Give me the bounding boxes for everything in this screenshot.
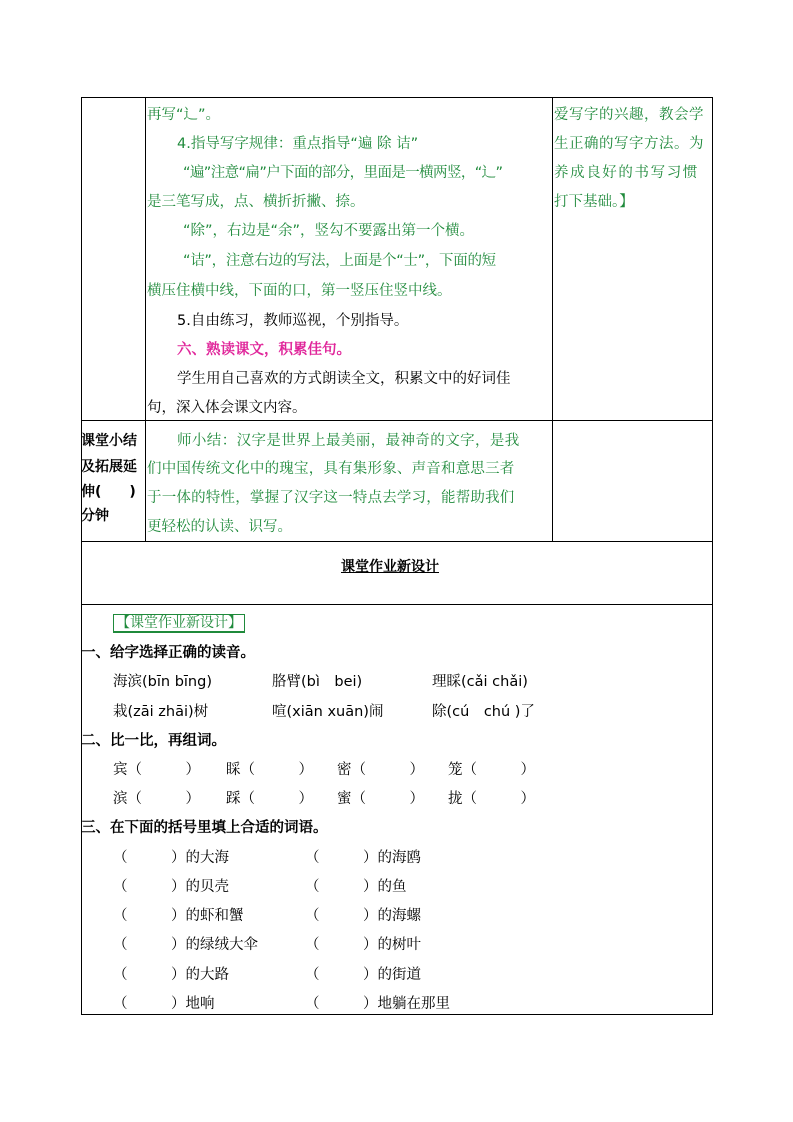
summary-text: 师小结：汉字是世界上最美丽，最神奇的文字，是我 bbox=[177, 433, 520, 449]
row-divider-homework-body bbox=[81, 604, 713, 605]
compare-item: 睬（ ） bbox=[226, 762, 313, 778]
pinyin-choice: 海滨(bīn bīng) bbox=[113, 674, 212, 690]
lesson-line: 是三笔写成，点、横折折撇、捺。 bbox=[147, 194, 365, 210]
compare-item: 踩（ ） bbox=[226, 791, 313, 807]
summary-text: 们中国传统文化中的瑰宝，具有集形象、声音和意思三者 bbox=[147, 461, 515, 477]
compare-item: 笼（ ） bbox=[448, 762, 535, 778]
fill-blank-item: （ ）地响 bbox=[113, 996, 215, 1012]
intent-line: 爱写字的兴趣，教会学 bbox=[554, 107, 704, 123]
fill-blank-item: （ ）的大路 bbox=[113, 967, 229, 983]
pinyin-choice: 除(cú chú )了 bbox=[432, 704, 535, 720]
lesson-line: 学生用自己喜欢的方式朗读全文，积累文中的好词佳 bbox=[177, 371, 511, 387]
fill-blank-item: （ ）的海螺 bbox=[305, 908, 421, 924]
lesson-line: “诘”，注意右边的写法，上面是个“士”，下面的短 bbox=[183, 253, 496, 269]
summary-text: 于一体的特性，掌握了汉字这一特点去学习，能帮助我们 bbox=[147, 490, 515, 506]
lesson-line: 句，深入体会课文内容。 bbox=[147, 400, 307, 416]
fill-blank-item: （ ）的树叶 bbox=[305, 937, 421, 953]
lesson-line: 横压住横中线，下面的口，第一竖压住竖中线。 bbox=[147, 283, 452, 299]
fill-blank-item: （ ）的绿绒大伞 bbox=[113, 937, 258, 953]
compare-item: 拢（ ） bbox=[448, 791, 535, 807]
intent-line: 养成良好的书写习惯 bbox=[554, 165, 699, 181]
compare-item: 蜜（ ） bbox=[337, 791, 424, 807]
fill-blank-item: （ ）地躺在那里 bbox=[305, 996, 450, 1012]
column-divider-left bbox=[145, 97, 146, 541]
compare-item: 滨（ ） bbox=[113, 791, 200, 807]
pinyin-choice: 喧(xiān xuān)闹 bbox=[272, 704, 384, 720]
question-2-title: 二、比一比，再组词。 bbox=[81, 733, 226, 749]
fill-blank-item: （ ）的鱼 bbox=[305, 879, 407, 895]
compare-item: 密（ ） bbox=[337, 762, 424, 778]
pinyin-choice: 理睬(cǎi chǎi) bbox=[432, 674, 528, 690]
compare-item: 宾（ ） bbox=[113, 762, 200, 778]
pinyin-choice: 胳臂(bì bei) bbox=[272, 674, 363, 690]
lesson-line: “除”，右边是“余”，竖勾不要露出第一个横。 bbox=[183, 223, 475, 239]
lesson-line: 再写“辶”。 bbox=[147, 107, 221, 123]
fill-blank-item: （ ）的街道 bbox=[305, 967, 421, 983]
summary-label-line: 伸( ) bbox=[81, 484, 136, 500]
row-divider-homework-title bbox=[81, 541, 713, 542]
intent-line: 生正确的写字方法。为 bbox=[554, 136, 704, 152]
lesson-line: 5.自由练习，教师巡视，个别指导。 bbox=[177, 313, 409, 329]
fill-blank-item: （ ）的大海 bbox=[113, 850, 229, 866]
lesson-line: “遍”注意“扁”户下面的部分，里面是一横两竖，“辶” bbox=[183, 165, 503, 181]
summary-label-line: 分钟 bbox=[81, 508, 109, 524]
intent-line: 打下基础。】 bbox=[554, 194, 634, 210]
fill-blank-item: （ ）的海鸥 bbox=[305, 850, 421, 866]
column-divider-right bbox=[552, 97, 553, 541]
summary-text: 更轻松的认读、识写。 bbox=[147, 519, 292, 535]
pinyin-choice: 栽(zāi zhāi)树 bbox=[113, 704, 209, 720]
question-1-title: 一、给字选择正确的读音。 bbox=[81, 645, 255, 661]
fill-blank-item: （ ）的贝壳 bbox=[113, 879, 229, 895]
homework-box-title bbox=[113, 613, 245, 633]
lesson-line: 4.指导写字规律：重点指导“遍 除 诘” bbox=[177, 136, 419, 152]
homework-box-title-text: 【课堂作业新设计】 bbox=[113, 614, 245, 633]
question-3-title: 三、在下面的括号里填上合适的词语。 bbox=[81, 820, 328, 836]
summary-label-line: 及拓展延 bbox=[81, 459, 137, 475]
summary-label-line: 课堂小结 bbox=[81, 433, 137, 449]
homework-section-title: 课堂作业新设计 bbox=[341, 559, 439, 575]
section-heading: 六、熟读课文，积累佳句。 bbox=[177, 342, 351, 358]
fill-blank-item: （ ）的虾和蟹 bbox=[113, 908, 244, 924]
row-divider-summary bbox=[81, 420, 713, 421]
